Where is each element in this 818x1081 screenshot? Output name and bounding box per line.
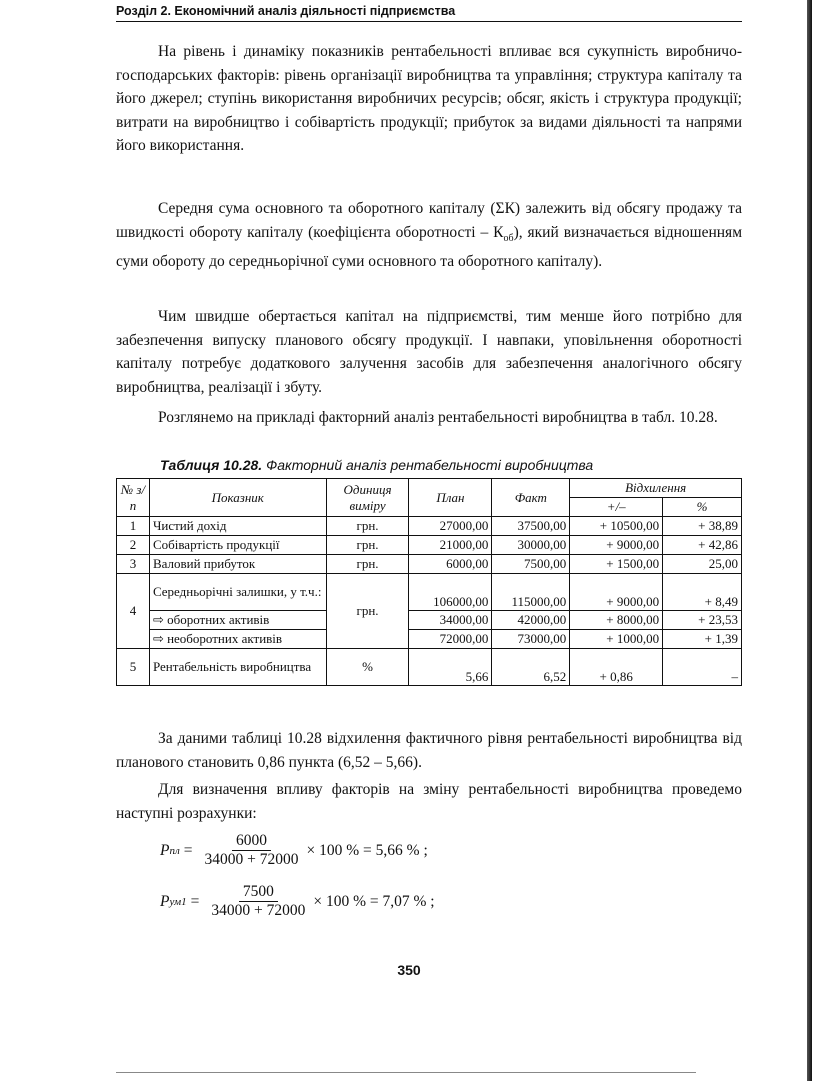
cell-plan: 27000,00	[409, 517, 492, 536]
cell-plan: 21000,00	[409, 536, 492, 555]
formula-sub: ум1	[169, 895, 187, 908]
cell-unit: грн.	[326, 536, 409, 555]
formula-numerator: 7500	[239, 883, 278, 902]
cell-no: 4	[117, 574, 150, 649]
header-dev-pct: %	[663, 498, 742, 517]
header-fact: Факт	[492, 479, 570, 517]
cell-plan: 5,66	[409, 649, 492, 686]
paragraph-calculations: Для визначення впливу факторів на зміну рентабельності виробництва проведемо наступні розрахунки:	[116, 781, 742, 822]
cell-fact: 115000,00	[492, 574, 570, 611]
table-row	[117, 630, 742, 649]
table-row	[117, 611, 742, 630]
cell-dev-abs: + 1000,00	[570, 630, 663, 649]
cell-plan: 34000,00	[409, 611, 492, 630]
paragraph-capital	[116, 197, 742, 274]
running-header: Розділ 2. Економічний аналіз діяльності підприємства	[116, 4, 742, 22]
cell-dev-pct: 25,00	[663, 555, 742, 574]
cell-fact: 30000,00	[492, 536, 570, 555]
paragraph-factors: На рівень і динаміку показників рентабельності впливає вся сукупність виробничо-господарських факторів: рівень організації виробництва та управління; структура капіталу та його джерел; ступінь використання виробничих ресурсів; обсяг, якість і структура продукції; витрати на виробництво і собівартість продукції; прибуток за видами діяльності та напрями його використання.	[116, 43, 742, 154]
cell-no: 3	[117, 555, 150, 574]
cell-fact: 7500,00	[492, 555, 570, 574]
cell-plan: 106000,00	[409, 574, 492, 611]
cell-no: 1	[117, 517, 150, 536]
header-no: № з/п	[117, 479, 150, 517]
header-unit: Одиниця виміру	[326, 479, 409, 517]
cell-indicator: Чистий дохід	[149, 517, 326, 536]
cell-fact: 42000,00	[492, 611, 570, 630]
table-row	[117, 649, 742, 686]
formula-var: P	[160, 841, 170, 859]
page-number: 350	[397, 962, 421, 978]
cell-fact: 6,52	[492, 649, 570, 686]
footer-rule	[116, 1072, 696, 1073]
table-row	[117, 536, 742, 555]
cell-unit: грн.	[326, 517, 409, 536]
paragraph-turnover: Чим швидше обертається капітал на підприємстві, тим менше його потрібно для забезпечення випуску планового обсягу продукції. І навпаки, уповільнення оборотності капіталу потребує додаткового залучення засобів для забезпечення аналогічного обсягу виробництва, реалізації і збуту.	[116, 308, 742, 396]
cell-dev-pct: + 8,49	[663, 574, 742, 611]
cell-plan: 6000,00	[409, 555, 492, 574]
cell-indicator: ⇨ необоротних активів	[149, 630, 326, 649]
cell-unit: грн.	[326, 574, 409, 649]
cell-dev-abs: + 9000,00	[570, 574, 663, 611]
cell-indicator: Середньорічні залишки, у т.ч.:	[149, 574, 326, 611]
formula-var: P	[160, 892, 170, 910]
paragraph-capital-part2: ), який визначається відношенням суми обороту до середньорічної суми основного та оборотного капіталу).	[116, 223, 742, 271]
cell-dev-pct: –	[663, 649, 742, 686]
factor-analysis-table	[116, 478, 742, 686]
cell-no: 2	[117, 536, 150, 555]
formula-fraction	[201, 832, 303, 869]
cell-indicator: Рентабельність виробництва	[149, 649, 326, 686]
cell-dev-pct: + 1,39	[663, 630, 742, 649]
cell-dev-abs: + 9000,00	[570, 536, 663, 555]
formula-result: × 100 % = 5,66 % ;	[306, 841, 428, 859]
formula-conditional	[160, 883, 435, 920]
formula-sub: пл	[169, 844, 180, 857]
cell-indicator: ⇨ оборотних активів	[149, 611, 326, 630]
scan-edge-shadow	[807, 0, 812, 1081]
formula-denominator: 34000 + 72000	[211, 902, 306, 919]
paragraph-deviation: За даними таблиці 10.28 відхилення фактичного рівня рентабельності виробництва від планового становить 0,86 пункта (6,52 – 5,66).	[116, 730, 742, 771]
cell-unit: %	[326, 649, 409, 686]
table-header-row	[117, 479, 742, 498]
table-caption	[160, 457, 593, 473]
cell-fact: 37500,00	[492, 517, 570, 536]
formula-plan	[160, 832, 428, 869]
formula-equals: =	[183, 841, 193, 859]
cell-no: 5	[117, 649, 150, 686]
cell-dev-abs: + 8000,00	[570, 611, 663, 630]
cell-indicator: Валовий прибуток	[149, 555, 326, 574]
table-caption-label: Таблиця 10.28.	[160, 457, 263, 473]
table-row	[117, 517, 742, 536]
cell-plan: 72000,00	[409, 630, 492, 649]
formula-fraction	[207, 883, 309, 920]
table-caption-text: Факторний аналіз рентабельності виробництва	[262, 457, 594, 473]
header-dev-abs: +/–	[570, 498, 663, 517]
table-row	[117, 574, 742, 611]
cell-dev-pct: + 38,89	[663, 517, 742, 536]
coefficient-subscript: об	[503, 232, 514, 244]
header-plan: План	[409, 479, 492, 517]
cell-unit: грн.	[326, 555, 409, 574]
formula-denominator: 34000 + 72000	[204, 851, 299, 868]
cell-dev-pct: + 23,53	[663, 611, 742, 630]
formula-equals: =	[190, 892, 200, 910]
paragraph-example: Розглянемо на прикладі факторний аналіз рентабельності виробництва в табл. 10.28.	[158, 409, 718, 426]
header-indicator: Показник	[149, 479, 326, 517]
cell-dev-pct: + 42,86	[663, 536, 742, 555]
paragraph-capital-part1: Середня сума основного та оборотного капіталу (ΣК) залежить від обсягу продажу та швидкості обороту капіталу (коефіцієнта оборотності – К	[116, 200, 742, 241]
cell-dev-abs: + 10500,00	[570, 517, 663, 536]
cell-dev-abs: + 1500,00	[570, 555, 663, 574]
cell-dev-abs: + 0,86	[570, 649, 663, 686]
cell-fact: 73000,00	[492, 630, 570, 649]
formula-numerator: 6000	[232, 832, 271, 851]
header-deviation: Відхилення	[570, 479, 742, 498]
formula-result: × 100 % = 7,07 % ;	[313, 892, 435, 910]
table-row	[117, 555, 742, 574]
cell-indicator: Собівартість продукції	[149, 536, 326, 555]
